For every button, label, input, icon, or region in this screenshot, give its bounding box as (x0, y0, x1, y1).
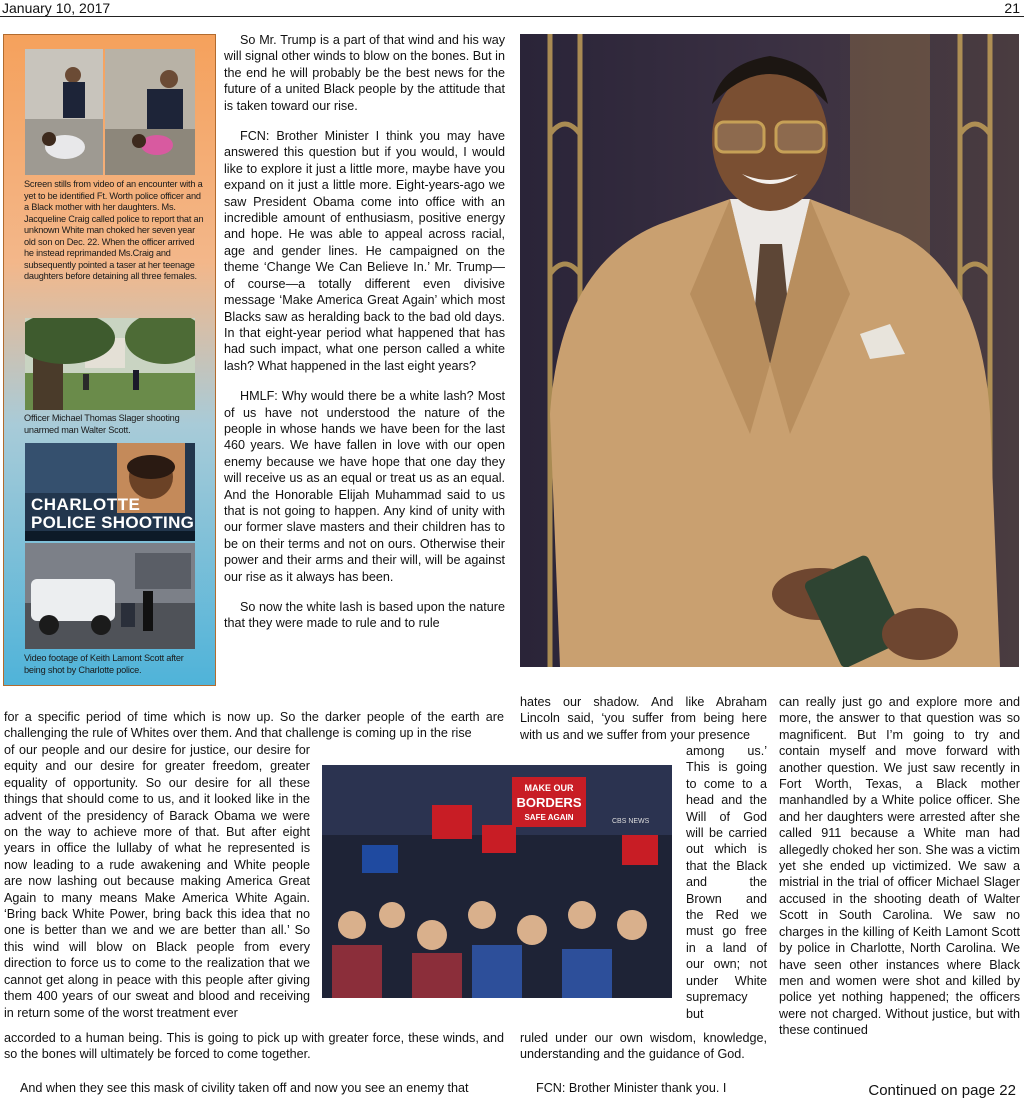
paragraph: among us.’ This is going to come to a head and the Will of God will be carried out which is that the Black and the Brown and the Red we must go free in a land of our own; not under White supremacy but (686, 744, 767, 1021)
caption-fort-worth: Screen stills from video of an encounter with a yet to be identified Ft. Worth police officer and a Black mother with her daughters. Ms. Jacqueline Craig called police to report that an unknown White man choked her seven year old son on Dec. 22. When the officer arrived he instead reprimanded Ms.Craig and subsequently pointed a taser at her teenage daughters before detaining all three females. (24, 179, 204, 281)
article-column-third-last (520, 1080, 767, 1096)
issue-date: January 10, 2017 (2, 0, 111, 16)
paragraph: for a specific period of time which is now up. So the darker people of the earth are challenging the rule of Whites over them. And that challenge is coming up in the rise (4, 710, 504, 741)
paragraph: FCN: Brother Minister I think you may have answered this question but if you would, I would like to explore it just a little more, maybe have you expand on it just a little more. Eight-years-ago we saw President Obama come into office with an incredible amount of enthusiasm, positive energy and hope. He was able to appeal across racial, age and gender lines. He campaigned on the theme ‘Change We Can Believe In.’ Mr. Trump—of course—a totally different even divisive message ‘Make America Great Again’ which most Blacks saw as heralding back to the bad old days. In that eight-year period what happened that has had such impact, what one person called a white lash? What happened in the last eight years? (224, 129, 505, 373)
paragraph: So now the white lash is based upon the nature that they were made to rule and to rule (224, 600, 505, 631)
article-bottom-narrow (4, 742, 310, 1021)
sign-text-3: SAFE AGAIN (524, 813, 574, 822)
photo-sidebar (3, 34, 216, 686)
article-column-third-bottom (520, 1030, 767, 1063)
charlotte-police-shooting-graphic (25, 443, 195, 541)
article-bottom-wide-2 (4, 1030, 504, 1063)
paragraph: HMLF: Why would there be a white lash? Most of us have not understood the nature of the people in whose hands we have been for the last 460 years. We have fallen in love with our open enemy because we have hope that one day they will receive us as an equal or treat us as an equal. And the Honorable Elijah Muhammad said to us that is not going to happen. Any kind of unity with our former slave masters and their children has to be on their terms and not on ours. Otherwise their power and their arms and their will, will be against our rise as it always has been. (224, 389, 505, 584)
paragraph: So Mr. Trump is a part of that wind and his way will signal other winds to blow on the bones. But in the end he will probably be the best news for the future of a united Black people by the attitude that is taken toward our rise. (224, 33, 505, 113)
continued-on-page: Continued on page 22 (868, 1082, 1016, 1099)
sign-text-1: MAKE OUR (524, 783, 574, 793)
article-column-fourth (779, 694, 1020, 1039)
paragraph: accorded to a human being. This is going to pick up with greater force, these winds, and so the bones will ultimately be forced to come together. (4, 1031, 504, 1062)
charlotte-title-line2: POLICE SHOOTING (31, 513, 195, 532)
paragraph: of our people and our desire for justice, our desire for equity and our desire for greater freedom, greater equality of opportunity. So our desire for all these things that should come to us, and it looked like in the advent of the presidency of Barack Obama we were on the way to achieve more of that. But after eight years in office the lullaby of what he represented is now leading to a rude awakening and White people are now lashing out because making America Great Again to many means Make America White Again. ‘Bring back White Power, bring back this idea that no one is better than we and we are better than all.’ So this wind will blow on Black people from every direction to force us to come to the realization that we cannot get along in peace with this people after giving them 400 years of our sweat and blood and receiving in return some of the worst treatment ever (4, 743, 310, 1020)
fort-worth-still-2 (105, 49, 195, 175)
charlotte-title-line1: CHARLOTTE (31, 495, 141, 514)
paragraph: ruled under our own wisdom, knowledge, understanding and the guidance of God. (520, 1031, 767, 1062)
minister-portrait (520, 34, 1019, 667)
article-column-middle (224, 32, 505, 632)
caption-walter-scott: Officer Michael Thomas Slager shooting unarmed man Walter Scott. (24, 413, 180, 435)
article-column-third-narrow (686, 743, 767, 1022)
fort-worth-still-1 (25, 49, 103, 175)
page-number: 21 (1004, 0, 1020, 16)
keith-scott-footage (25, 543, 195, 649)
paragraph: can really just go and explore more and more, the answer to that question was so magnificent. But I’m going to try and contain myself and move forward with another question. We just saw recently in Fort Worth, Texas, a Black mother manhandled by a White police officer. She and her daughters were arrested after she called 911 because a White man had allegedly choked her son. She was a victim yet she ended up victimized. We saw a mistrial in the trial of officer Michael Slager accused in the shooting death of Walter Scott in South Carolina. We saw no charges in the killing of Keith Lamont Scott by police in Charlotte, North Carolina. We have seen other instances where Black men and women were shot and killed by police yet nothing happened; the officers were not charged. Without justice, but with these continued (779, 695, 1020, 1038)
article-bottom-last (4, 1080, 504, 1096)
caption-keith-scott: Video footage of Keith Lamont Scott after being shot by Charlotte police. (24, 653, 184, 675)
paragraph: FCN: Brother Minister thank you. I (536, 1081, 727, 1095)
sign-text-2: BORDERS (516, 795, 582, 810)
article-bottom-wide (4, 709, 504, 742)
rally-photo (322, 765, 672, 998)
article-column-third (520, 694, 767, 743)
walter-scott-still (25, 318, 195, 410)
sign-text-4: CBS NEWS (612, 818, 650, 825)
paragraph: hates our shadow. And like Abraham Lincoln said, ‘you suffer from being here with us and we suffer from your presence (520, 695, 767, 742)
page-header (0, 0, 1024, 17)
paragraph: And when they see this mask of civility taken off and now you see an enemy that (20, 1081, 469, 1095)
